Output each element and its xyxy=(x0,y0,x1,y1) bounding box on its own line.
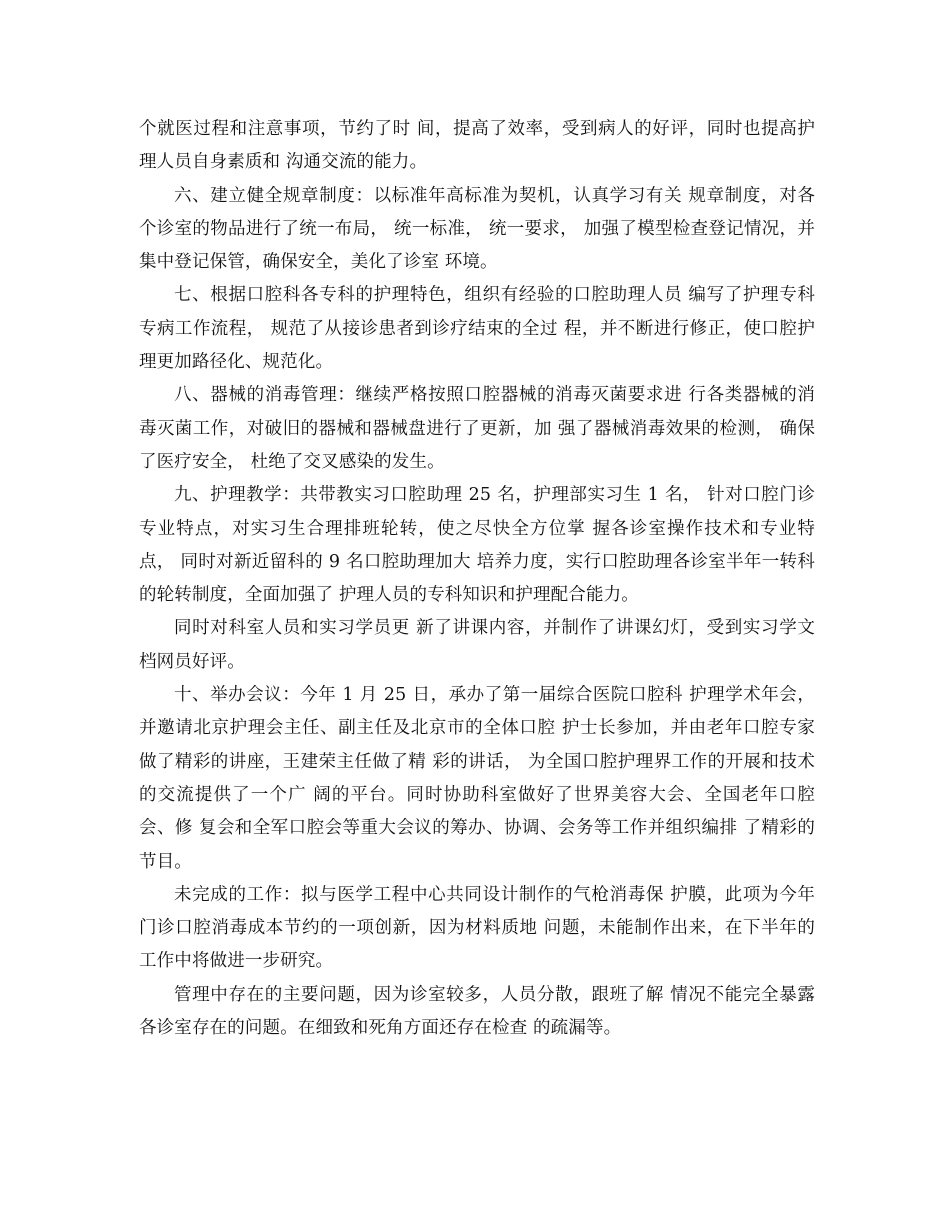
document-body xyxy=(139,113,815,1045)
paragraph-rules-system: 六、建立健全规章制度：以标准年高标准为契机，认真学习有关 规章制度，对各个诊室的物品进行了统一布局， 统一标准， 统一要求， 加强了模型检查登记情况，并集中登记保管，确保安全，美化了诊室 环境。 xyxy=(139,185,815,273)
paragraph-teaching: 九、护理教学：共带教实习口腔助理 25 名，护理部实习生 1 名， 针对口腔门诊专业特点，对实习生合理排班轮转，使之尽快全方位掌 握各诊室操作技术和专业特点， 同时对新近留科的 9 名口腔助理加大 培养力度，实行口腔助理各诊室半年一转科的轮转制度，全面加强了 护理人员的专科知识和护理配合能力。 xyxy=(139,485,815,606)
paragraph-continuation: 个就医过程和注意事项，节约了时 间，提高了效率，受到病人的好评，同时也提高护理人员自身素质和 沟通交流的能力。 xyxy=(139,119,815,173)
paragraph-problems: 管理中存在的主要问题，因为诊室较多，人员分散，跟班了解 情况不能完全暴露各诊室存在的问题。在细致和死角方面还存在检查 的疏漏等。 xyxy=(139,984,815,1039)
paragraph-disinfection: 八、器械的消毒管理：继续严格按照口腔器械的消毒灭菌要求进 行各类器械的消毒灭菌工作，对破旧的器械和器械盘进行了更新，加 强了器械消毒效果的检测， 确保了医疗安全， 杜绝了交叉感染的发生。 xyxy=(139,385,815,472)
paragraph-unfinished-work: 未完成的工作：拟与医学工程中心共同设计制作的气枪消毒保 护膜，此项为今年门诊口腔消毒成本节约的一项创新，因为材料质地 问题，未能制作出来，在下半年的工作中将做进一步研究。 xyxy=(139,884,815,972)
paragraph-conference: 十、举办会议：今年 1 月 25 日，承办了第一届综合医院口腔科 护理学术年会，并邀请北京护理会主任、副主任及北京市的全体口腔 护士长参加，并由老年口腔专家做了精彩的讲座，王建荣主任做了精 彩的讲话， 为全国口腔护理界工作的开展和技术的交流提供了一个广 阔的平台。同时协助科室做好了世界美容大会、全国老年口腔会、修 复会和全军口腔会等重大会议的筹办、协调、会务等工作并组织编排 了精彩的节目。 xyxy=(139,685,815,872)
paragraph-workflow: 七、根据口腔科各专科的护理特色，组织有经验的口腔助理人员 编写了护理专科专病工作流程， 规范了从接诊患者到诊疗结束的全过 程，并不断进行修正，使口腔护理更加路径化、规范化。 xyxy=(139,285,815,373)
paragraph-training: 同时对科室人员和实习学员更 新了讲课内容，并制作了讲课幻灯，受到实习学文档网员好评。 xyxy=(139,618,815,672)
